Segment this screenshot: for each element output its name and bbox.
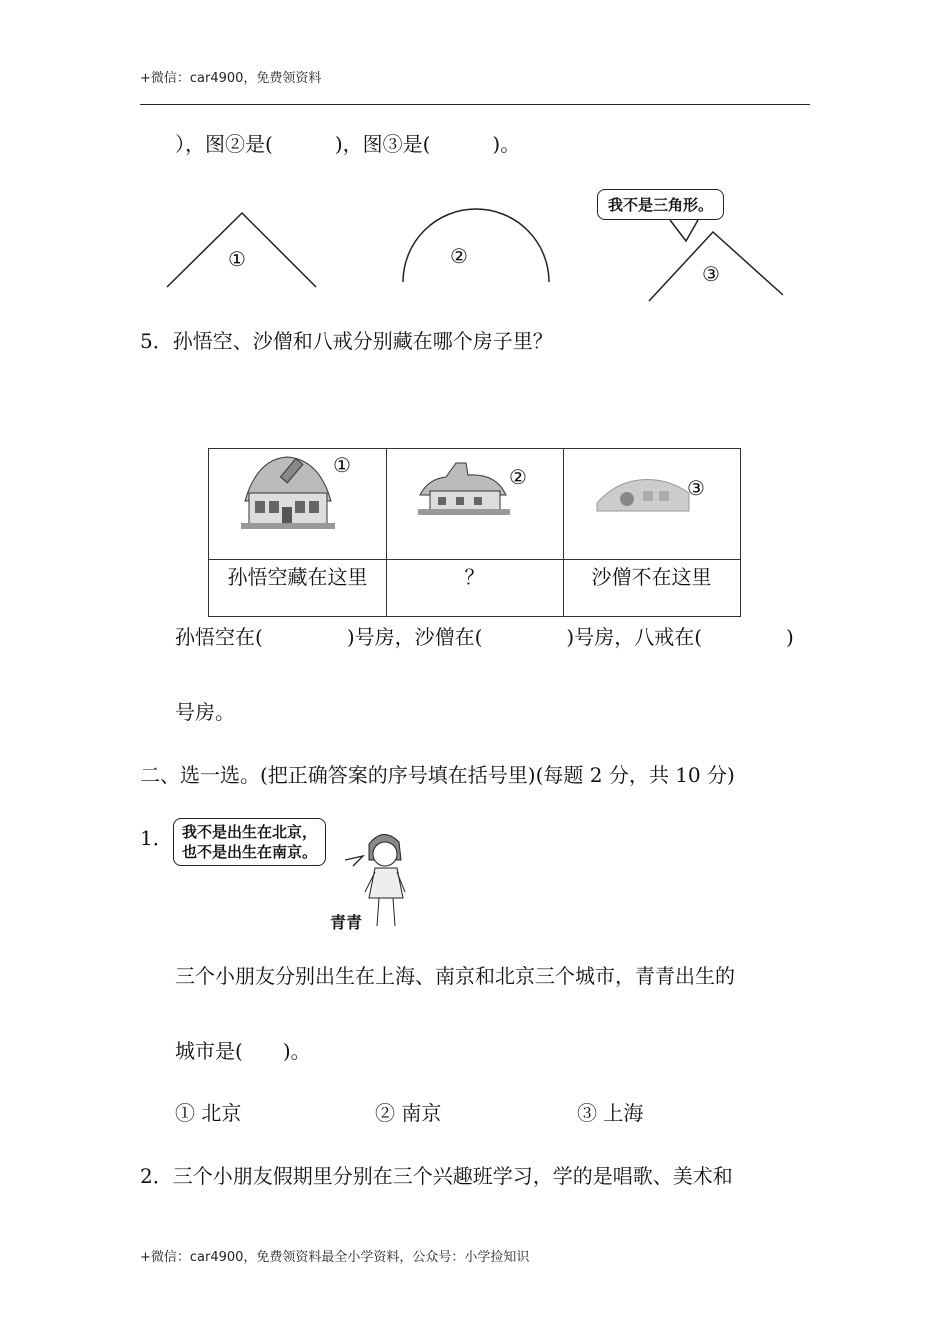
q5-answer-line: 孙悟空在( )号房，沙僧在( )号房，八戒在( ) — [175, 625, 794, 649]
option-2: ② 南京 — [375, 1101, 442, 1125]
s2q1-text1: 三个小朋友分别出生在上海、南京和北京三个城市，青青出生的 — [175, 964, 735, 988]
figure-2-arc — [403, 209, 549, 282]
house-2-label: ② — [509, 465, 527, 489]
house-1-image — [237, 451, 337, 531]
house-3-label: ③ — [687, 476, 705, 500]
qingqing-name: 青青 — [330, 913, 363, 932]
s2q1-text2: 城市是( )。 — [175, 1039, 311, 1063]
cell-wukong: 孙悟空藏在这里 — [227, 565, 368, 589]
house-1-label: ① — [333, 453, 351, 477]
header-text: +微信：car4900，免费领资料 — [140, 71, 322, 86]
figure-1-label: ① — [228, 247, 246, 271]
s2q2-text: 2．三个小朋友假期里分别在三个兴趣班学习，学的是唱歌、美术和 — [140, 1164, 733, 1188]
q5-answer-end: 号房。 — [175, 700, 235, 724]
bubble-tail — [670, 220, 698, 241]
figure-2-label: ② — [450, 244, 468, 268]
s2q1-number: 1． — [140, 826, 173, 850]
option-3: ③ 上海 — [577, 1101, 644, 1125]
figure-3-label: ③ — [702, 262, 720, 286]
house-2-image — [416, 461, 512, 521]
header-rule — [140, 104, 810, 105]
houses-table — [208, 448, 741, 617]
qingqing-bubble: 我不是出生在北京， 也不是出生在南京。 — [173, 818, 326, 866]
option-1: ① 北京 — [175, 1101, 242, 1125]
cell-shaseng: 沙僧不在这里 — [591, 565, 712, 589]
q4-answer-line: ），图②是( )，图③是( )。 — [175, 132, 521, 156]
q5-title: 5．孙悟空、沙僧和八戒分别藏在哪个房子里？ — [140, 329, 553, 353]
section2-title: 二、选一选。(把正确答案的序号填在括号里)(每题 2 分，共 10 分) — [140, 763, 735, 787]
house-3-image — [593, 471, 693, 515]
footer-text: +微信：car4900，免费领资料最全小学资料，公众号：小学捡知识 — [140, 1250, 530, 1265]
speech-bubble: 我不是三角形。 — [597, 189, 724, 220]
cell-question: ？ — [464, 565, 485, 589]
